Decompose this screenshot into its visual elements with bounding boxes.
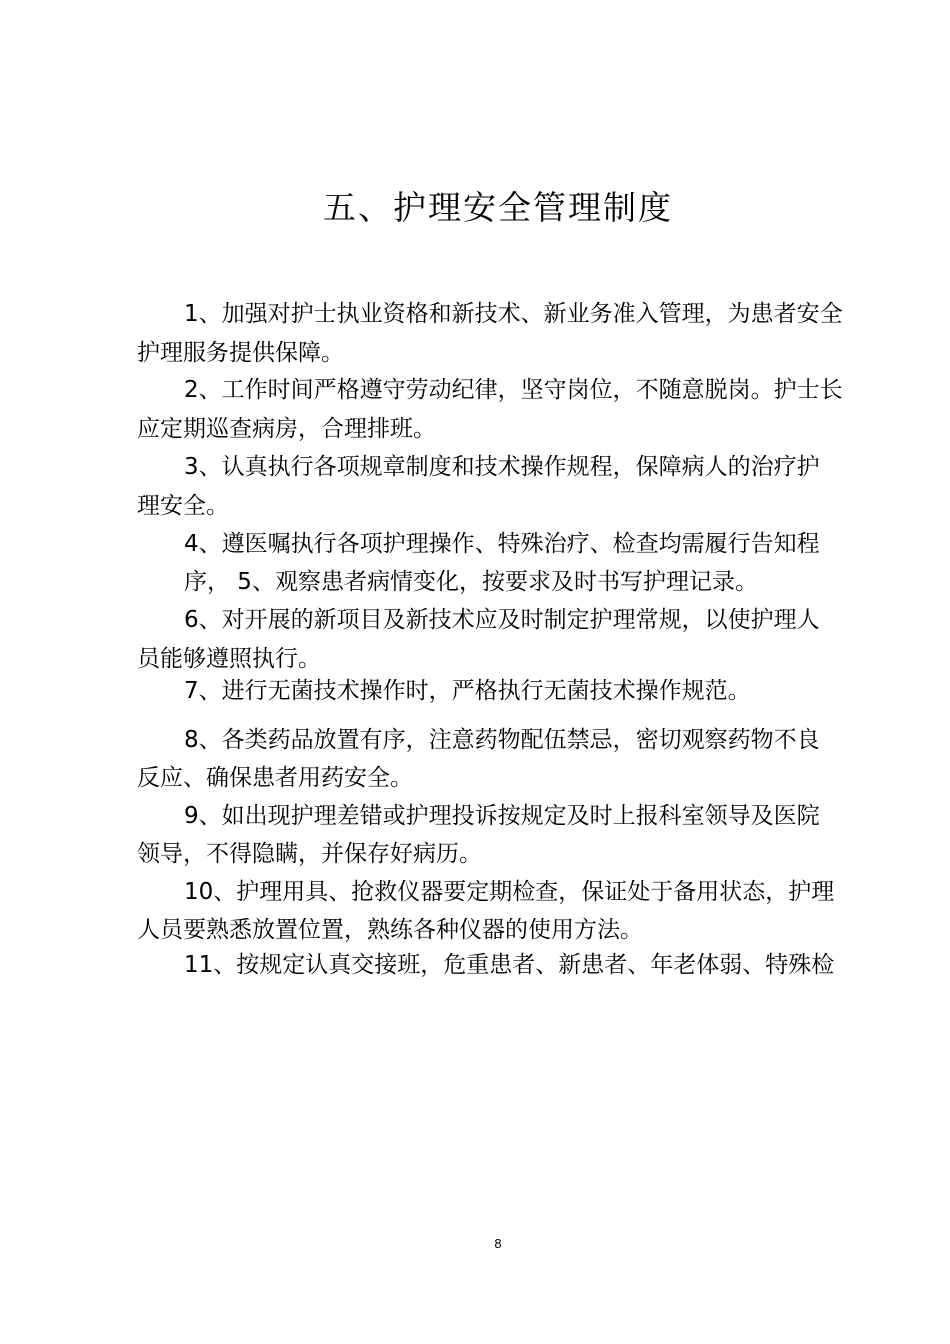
text-line-2: 护理服务提供保障。 (137, 340, 344, 366)
text-line-18: 11、按规定认真交接班，危重患者、新患者、年老体弱、特殊检 (184, 952, 835, 978)
text-line-17: 人员要熟悉放置位置，熟练各种仪器的使用方法。 (137, 917, 643, 943)
document-title: 五、护理安全管理制度 (323, 188, 673, 227)
text-line-5: 3、认真执行各项规章制度和技术操作规程，保障病人的治疗护 (184, 454, 820, 480)
text-line-10: 员能够遵照执行。 (137, 646, 321, 672)
text-line-1: 1、加强对护士执业资格和新技术、新业务准入管理，为患者安全 (184, 301, 843, 327)
text-line-8: 序， 5、观察患者病情变化，按要求及时书写护理记录。 (184, 569, 758, 595)
text-line-14: 9、如出现护理差错或护理投诉按规定及时上报科室领导及医院 (184, 803, 820, 829)
text-line-16: 10、护理用具、抢救仪器要定期检查，保证处于备用状态，护理 (184, 879, 835, 905)
text-line-13: 反应、确保患者用药安全。 (137, 765, 413, 791)
text-line-12: 8、各类药品放置有序，注意药物配伍禁忌，密切观察药物不良 (184, 727, 820, 753)
text-line-9: 6、对开展的新项目及新技术应及时制定护理常规，以使护理人 (184, 607, 820, 633)
text-line-11: 7、进行无菌技术操作时，严格执行无菌技术操作规范。 (184, 678, 751, 704)
text-line-6: 理安全。 (137, 493, 229, 519)
text-line-4: 应定期巡查病房，合理排班。 (137, 416, 436, 442)
page-number: 8 (494, 1236, 502, 1251)
text-line-15: 领导，不得隐瞒，并保存好病历。 (137, 841, 482, 867)
text-line-7: 4、遵医嘱执行各项护理操作、特殊治疗、检查均需履行告知程 (184, 531, 820, 557)
text-line-3: 2、工作时间严格遵守劳动纪律，坚守岗位，不随意脱岗。护士长 (184, 377, 843, 403)
